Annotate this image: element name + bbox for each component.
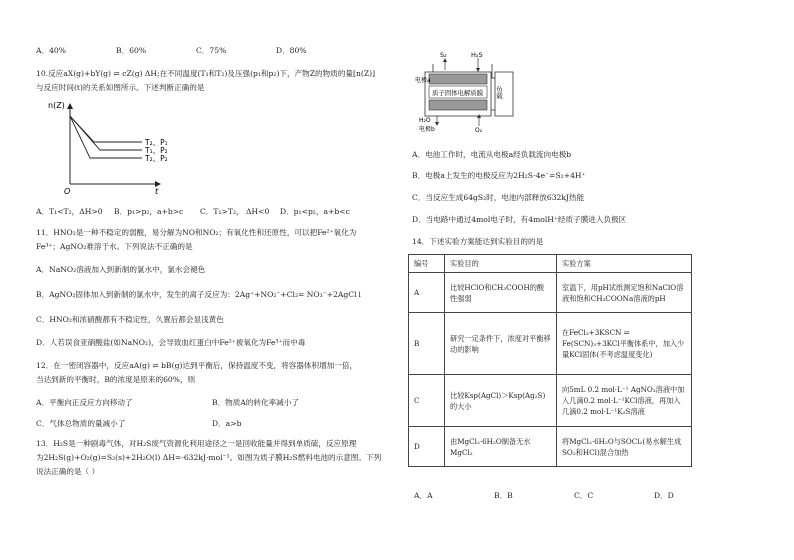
- q11-option-b: B．AgNO₂固体加入到新制的氯水中，发生的离子反应为：2Ag⁺+NO₂⁻+Cl₂= NO₃⁻+2AgCl↓: [36, 290, 363, 299]
- q13-electrode-b: [429, 100, 487, 110]
- q13-label-h2s: H₂S: [471, 51, 483, 59]
- q14-row-plan: 在FeCl₃+3KSCN ⇌ Fe(SCN)₃+3KCl平衡体系中，加入少量KCl固体(不考虑温度变化): [557, 313, 692, 375]
- q14-table-header: [409, 255, 692, 273]
- q14-row-purpose: 比较Ksp(AgCl)＞Ksp(Ag₂S)的大小: [445, 375, 557, 427]
- q14-row-purpose: 由MgCl₂·6H₂O制备无水MgCl₂: [445, 427, 557, 467]
- q14-row-purpose: 比较HClO和CH₃COOH的酸性强弱: [445, 273, 557, 313]
- q13-stem-line1: 13．H₂S是一种剧毒气体，对H₂S废气资源化利用途径之一是回收能量并得到单质硫，反应原理: [36, 439, 357, 448]
- q13-label-s2: S₂: [440, 51, 447, 59]
- q9-option-d: D．80%: [276, 46, 307, 55]
- q12-option-c: C．气体总物质的量减小了: [36, 419, 126, 428]
- q13-label-electrode-b: 电极b: [419, 126, 435, 133]
- q14-option-c: C．C: [574, 491, 594, 500]
- q14-stem: 14．下述实验方案能达到实验目的的是: [412, 237, 544, 246]
- q10-option-d: D．p₁<p₂，a+b<c: [280, 207, 350, 216]
- q13-label-h2o: H₂O: [419, 117, 431, 124]
- q12-stem-line2: 当达到新的平衡时，B的浓度是原来的60%，则: [36, 375, 196, 384]
- q14-row-id: D: [409, 427, 445, 467]
- q13-option-a: A．电池工作时，电流从电极a经负载流向电极b: [412, 150, 572, 159]
- q14-row-id: B: [409, 313, 445, 375]
- q13-label-load: 负载: [495, 86, 503, 99]
- q9-option-c: C．75%: [196, 46, 227, 55]
- q13-option-c: C．当反应生成64gS₂时，电池内部释放632kJ热能: [412, 193, 585, 202]
- q13-label-electrode-a: 电极a: [415, 77, 431, 84]
- q11-option-a: A．NaNO₂溶液加入到新制的氯水中，氯水会褪色: [36, 265, 206, 274]
- q14-row-id: A: [409, 273, 445, 313]
- table-row: [409, 427, 692, 467]
- q14-option-b: B．B: [494, 491, 513, 500]
- q12-option-b: B．物质A的转化率减小了: [212, 398, 300, 407]
- q10-curve-2: [70, 116, 142, 150]
- q14-table: [408, 254, 692, 467]
- q10-curve-label-3: T₂、P₂: [145, 154, 168, 163]
- q9-options: [36, 45, 356, 56]
- q13-stem-line2: 为2H₂S(g)+O₂(g)=S₂(s)+2H₂O(l) ΔH=-632kJ·mol⁻¹。如图为质子膜H₂S燃料电池的示意图。下列: [36, 453, 382, 462]
- q13-label-o2: O₂: [475, 127, 483, 134]
- q11-option-c: C．HNO₂和浓硝酸都有不稳定性，久置后都会显浅黄色: [36, 315, 224, 324]
- q10-option-b: B．p₁>p₂，a+b>c: [114, 207, 184, 216]
- q10-x-label: t: [155, 187, 159, 196]
- q13-stem-line3: 说法正确的是（ ）: [36, 467, 100, 476]
- q10-option-c: C．T₁>T₂， ΔH<0: [200, 207, 270, 216]
- q10-curve-3: [70, 116, 142, 158]
- q11-stem-line2: Fe³⁺；AgNO₂难溶于水。下列说法不正确的是: [36, 242, 193, 251]
- q14-row-id: C: [409, 375, 445, 427]
- q14-header-purpose: 实验目的: [445, 255, 557, 273]
- q13-fuel-cell-diagram: [415, 50, 530, 134]
- q11-stem-line1: 11．HNO₂是一种不稳定的弱酸，易分解为NO和NO₂；有氧化性和还原性，可以把Fe²⁺氧化为: [36, 228, 357, 237]
- q10-stem-line1: 10.反应aX(g)+bY(g) ⇌ cZ(g) ΔH;在不同温度(T₁和T₂)及压强(p₁和p₂)下，产物Z的物质的量[n(Z)]: [36, 69, 376, 78]
- q12-stem-line1: 12．在一密闭容器中，反应aA(g) ⇌ bB(g)达到平衡后，保持温度不变，将容器体积增加一倍，: [36, 361, 358, 370]
- q10-curve-label-2: T₁、P₂: [145, 146, 168, 155]
- q14-row-purpose: 研究一定条件下，浓度对平衡移动的影响: [445, 313, 557, 375]
- q13-option-b: B．电极a上发生的电极反应为2H₂S-4e⁻=S₂+4H⁺: [412, 171, 586, 180]
- q14-option-d: D．D: [654, 491, 674, 500]
- q13-label-membrane: 质子固体电解质膜: [432, 89, 484, 97]
- q14-row-plan: 向5mL 0.2 mol·L⁻¹ AgNO₃溶液中加入几滴0.2 mol·L⁻¹KCl溶液，再加入几滴0.2 mol·L⁻¹K₂S溶液: [557, 375, 692, 427]
- q10-origin: O: [64, 187, 71, 196]
- q14-options: [414, 490, 734, 501]
- table-row: [409, 313, 692, 375]
- q11-option-d: D．人若误食亚硝酸盐(如NaNO₂)，会导致血红蛋白中Fe²⁺被氧化为Fe³⁺而中毒: [36, 338, 306, 347]
- q10-options: [36, 206, 370, 217]
- q10-curve-label-1: T₂、P₁: [145, 138, 168, 147]
- q10-y-label: n(Z): [48, 101, 65, 110]
- q14-row-plan: 将MgCl₂·6H₂O与SOCl₂(易水解生成SO₂和HCl)混合加热: [557, 427, 692, 467]
- q14-header-plan: 实验方案: [557, 255, 692, 273]
- q10-graph: [36, 98, 186, 196]
- q14-header-id: 编号: [409, 255, 445, 273]
- q13-option-d: D．当电路中通过4mol电子时，有4molH⁺经质子膜进入负极区: [412, 215, 627, 224]
- table-row: [409, 375, 692, 427]
- q9-option-b: B．60%: [116, 46, 147, 55]
- q12-option-a: A．平衡向正反应方向移动了: [36, 398, 133, 407]
- q12-options-row2: [36, 418, 372, 429]
- q10-option-a: A．T₁<T₂，ΔH>0: [36, 207, 103, 216]
- q12-options-row1: [36, 397, 372, 408]
- table-row: [409, 273, 692, 313]
- q14-option-a: A．A: [414, 491, 433, 500]
- q13-electrode-a: [429, 74, 487, 84]
- q10-stem-line2: 与反应时间(t)的关系如图所示。下述判断正确的是: [36, 83, 205, 92]
- q12-option-d: D．a>b: [212, 419, 242, 428]
- q9-option-a: A．40%: [36, 46, 66, 55]
- q14-row-plan: 室温下，用pH试纸测定饱和NaClO溶液和饱和CH₃COONa溶液的pH: [557, 273, 692, 313]
